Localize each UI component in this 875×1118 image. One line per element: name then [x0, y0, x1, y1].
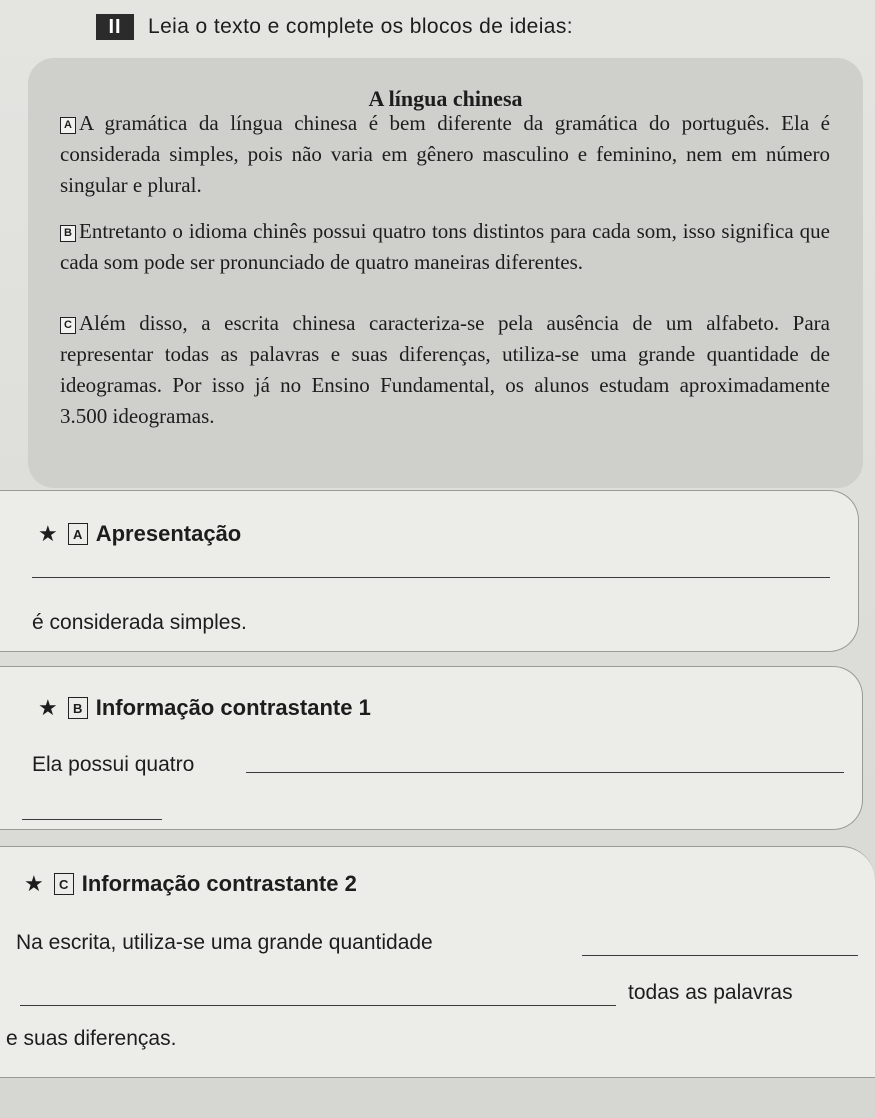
answer-line-b1[interactable] [246, 772, 844, 773]
block-c-text-2: todas as palavras [628, 981, 793, 1004]
paragraph-letter: B [60, 225, 76, 242]
block-title-text: Informação contrastante 1 [95, 695, 371, 720]
answer-line-c1[interactable] [582, 955, 858, 956]
paragraph-letter: A [60, 117, 76, 134]
exercise-instruction: Leia o texto e complete os blocos de ideias: [148, 15, 574, 38]
paragraph-text: Entretanto o idioma chinês possui quatro tons distintos para cada som, isso significa que cada som pode ser pronunciado de quatro maneiras diferentes. [60, 219, 830, 274]
block-c-text-1: Na escrita, utiliza-se uma grande quantidade [16, 931, 433, 954]
idea-block-c [0, 846, 875, 1078]
block-a-title [38, 521, 241, 547]
block-title-text: Apresentação [95, 521, 242, 546]
idea-block-a [0, 490, 859, 652]
block-letter: B [68, 697, 88, 719]
block-a-text: é considerada simples. [32, 611, 247, 634]
paragraph-text: Além disso, a escrita chinesa caracteriza-se pela ausência de um alfabeto. Para representar todas as palavras e suas diferenças, utiliza-se uma grande quantidade de ideogramas. Por isso já no Ensino Fundamental, os alunos estudam aproximadamente 3.500 ideogramas. [60, 311, 830, 428]
block-letter: C [54, 873, 74, 895]
reading-text-box [28, 58, 863, 488]
paragraph-b [60, 216, 830, 278]
answer-line-b2[interactable] [22, 819, 162, 820]
paragraph-a [60, 108, 830, 201]
block-c-text-3: e suas diferenças. [6, 1027, 177, 1050]
block-letter: A [68, 523, 88, 545]
exercise-header [96, 14, 573, 40]
paragraph-letter: C [60, 317, 76, 334]
answer-line-c2[interactable] [20, 1005, 616, 1006]
paragraph-text: A gramática da língua chinesa é bem diferente da gramática do português. Ela é considerada simples, pois não varia em gênero masculino e feminino, nem em número singular e plural. [60, 111, 830, 197]
answer-line-a[interactable] [32, 577, 830, 578]
block-b-title [38, 695, 371, 721]
text-title: A língua chinesa [368, 86, 523, 111]
exercise-number: II [96, 14, 134, 40]
paragraph-c [60, 308, 830, 432]
block-b-text: Ela possui quatro [32, 753, 195, 776]
star-icon: ★ [38, 521, 58, 546]
star-icon: ★ [38, 695, 58, 720]
idea-block-b [0, 666, 863, 830]
block-c-title [24, 871, 357, 897]
block-title-text: Informação contrastante 2 [81, 871, 357, 896]
star-icon: ★ [24, 871, 44, 896]
